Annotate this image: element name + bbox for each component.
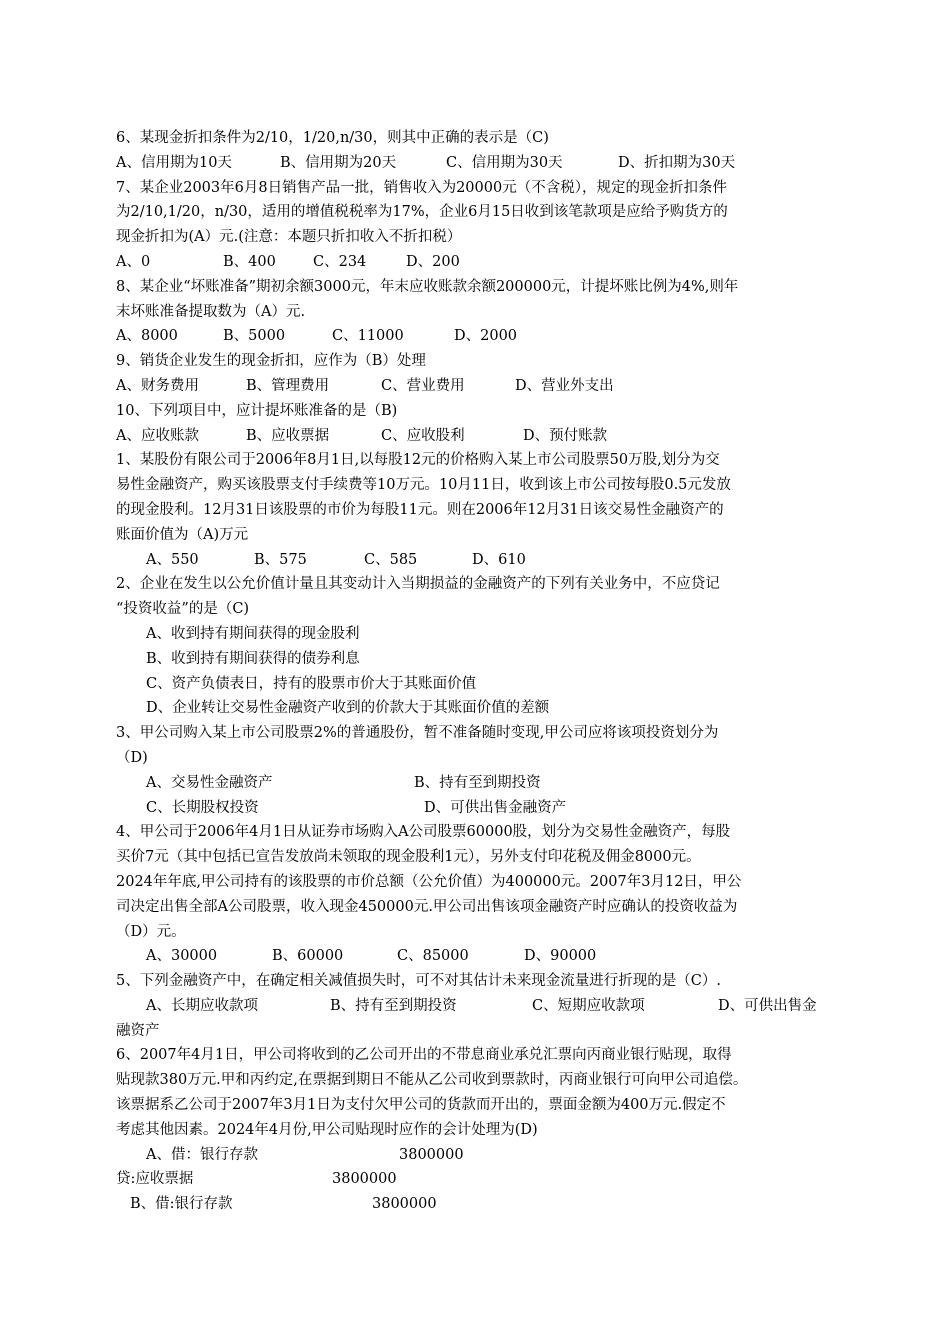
option-row — [116, 324, 836, 349]
option-line: C、资产负债表日，持有的股票市价大于其账面价值 — [146, 675, 477, 692]
option: B、575 — [254, 551, 307, 568]
question-text: 为2/10,1/20，n/30，适用的增值税税率为17%，企业6月15日收到该笔款项是应给予购货方的 — [116, 204, 728, 221]
entry-label: 贷:应收票据 — [116, 1171, 194, 1188]
option-line: B、收到持有期间获得的债券利息 — [146, 650, 360, 667]
question-text: 8、某企业“坏账准备”期初余额3000元，年末应收账款余额200000元，计提坏账比例为4%,则年 — [116, 278, 739, 295]
option-row — [116, 771, 836, 796]
option: B、400 — [223, 253, 276, 270]
option: D、90000 — [524, 948, 597, 965]
option: A、交易性金融资产 — [146, 774, 273, 791]
journal-entry — [116, 1192, 836, 1217]
option: A、应收账款 — [116, 427, 199, 444]
option-line: D、企业转让交易性金融资产收到的价款大于其账面价值的差额 — [146, 700, 550, 717]
option-row — [116, 994, 836, 1019]
option-line: A、收到持有期间获得的现金股利 — [146, 625, 360, 642]
option-row — [116, 374, 836, 399]
option: A、30000 — [146, 948, 218, 965]
option: B、60000 — [272, 948, 344, 965]
document-body — [116, 126, 836, 1217]
question-text: 4、甲公司于2006年4月1日从证券市场购入A公司股票60000股，划分为交易性金融资产，每股 — [116, 824, 731, 841]
question-text: 末坏账准备提取数为（A）元. — [116, 303, 306, 320]
option-row — [116, 548, 836, 573]
entry-label: B、借:银行存款 — [130, 1196, 233, 1213]
option: C、85000 — [397, 948, 469, 965]
option: C、585 — [364, 551, 418, 568]
question-text: 司决定出售全部A公司股票，收入现金450000元.甲公司出售该项金融资产时应确认的投资收益为 — [116, 898, 738, 915]
question-text: 1、某股份有限公司于2006年8月1日,以每股12元的价格购入某上市公司股票50万股,划分为交 — [116, 452, 720, 469]
option: A、信用期为10天 — [116, 154, 232, 171]
entry-amount: 3800000 — [399, 1146, 464, 1163]
option: D、2000 — [454, 328, 518, 345]
entry-label: A、借：银行存款 — [146, 1146, 258, 1163]
option: B、应收票据 — [246, 427, 330, 444]
option: A、8000 — [116, 328, 178, 345]
entry-amount: 3800000 — [332, 1171, 397, 1188]
question-text: （D) — [116, 749, 148, 766]
question-text: 账面价值为（A)万元 — [116, 526, 249, 543]
option: C、营业费用 — [381, 377, 465, 394]
question-text: 的现金股利。12月31日该股票的市价为每股11元。则在2006年12月31日该交易性金融资产的 — [116, 501, 724, 518]
question-text: 5、下列金融资产中，在确定相关减值损失时，可不对其估计未来现金流量进行折现的是（C）. — [116, 973, 721, 990]
option: B、持有至到期投资 — [330, 997, 457, 1014]
option-row — [116, 796, 836, 821]
option: A、0 — [116, 253, 151, 270]
option: B、持有至到期投资 — [414, 774, 541, 791]
option: D、折扣期为30天 — [618, 154, 736, 171]
option: A、长期应收款项 — [146, 997, 258, 1014]
option: D、可供出售金融资产 — [424, 799, 567, 816]
question-text: 6、2007年4月1日，甲公司将收到的乙公司开出的不带息商业承兑汇票向丙商业银行贴现，取得 — [116, 1047, 732, 1064]
option: D、营业外支出 — [515, 377, 614, 394]
option: A、550 — [146, 551, 199, 568]
question-text: （D）元。 — [116, 923, 186, 940]
question-text: 易性金融资产，购买该股票支付手续费等10万元。10月11日，收到该上市公司按每股0.5元发放 — [116, 477, 731, 494]
question-text: 考虑其他因素。2024年4月份,甲公司贴现时应作的会计处理为(D) — [116, 1121, 538, 1138]
option: C、11000 — [332, 328, 404, 345]
option-row — [116, 424, 836, 449]
option-row — [116, 944, 836, 969]
option: B、5000 — [223, 328, 286, 345]
journal-entry — [116, 1143, 836, 1168]
question-text: 6、某现金折扣条件为2/10，1/20,n/30，则其中正确的表示是（C) — [116, 130, 549, 146]
question-text: 买价7元（其中包括已宣告发放尚未领取的现金股利1元），另外支付印花税及佣金8000元。 — [116, 849, 701, 866]
question-text: 融资产 — [116, 1022, 160, 1039]
question-text: 2、企业在发生以公允价值计量且其变动计入当期损益的金融资产的下列有关业务中，不应贷记 — [116, 576, 720, 593]
option-row — [116, 250, 836, 275]
question-text: 10、下列项目中，应计提坏账准备的是（B) — [116, 402, 398, 419]
question-text: 7、某企业2003年6月8日销售产品一批，销售收入为20000元（不含税），规定的现金折扣条件 — [116, 179, 727, 196]
option: C、短期应收款项 — [532, 997, 645, 1014]
question-text: 9、销货企业发生的现金折扣，应作为（B）处理 — [116, 353, 426, 370]
question-text: 该票据系乙公司于2007年3月1日为支付欠甲公司的货款而开出的，票面金额为400万元.假定不 — [116, 1097, 726, 1114]
option: C、234 — [313, 253, 367, 270]
option: D、610 — [472, 551, 526, 568]
option: B、信用期为20天 — [280, 154, 397, 171]
question-text: 2024年年底,甲公司持有的该股票的市价总额（公允价值）为400000元。2007年3月12日，甲公 — [116, 873, 742, 890]
option: D、可供出售金 — [718, 997, 817, 1014]
option: D、预付账款 — [523, 427, 608, 444]
option-row — [116, 151, 836, 176]
option: C、应收股利 — [381, 427, 465, 444]
question-text: 现金折扣为(A）元.(注意：本题只折扣收入不折扣税） — [116, 229, 462, 246]
option: C、信用期为30天 — [446, 154, 563, 171]
question-text: 贴现款380万元.甲和丙约定,在票据到期日不能从乙公司收到票款时，丙商业银行可向甲公司追偿。 — [116, 1072, 748, 1089]
option: B、管理费用 — [246, 377, 330, 394]
option: D、200 — [406, 253, 460, 270]
entry-amount: 3800000 — [372, 1196, 437, 1213]
question-text: 3、甲公司购入某上市公司股票2%的普通股份，暂不准备随时变现,甲公司应将该项投资划分为 — [116, 725, 719, 742]
journal-entry — [116, 1167, 836, 1192]
option: A、财务费用 — [116, 377, 199, 394]
option: C、长期股权投资 — [146, 799, 259, 816]
question-text: “投资收益”的是（C) — [116, 601, 250, 618]
